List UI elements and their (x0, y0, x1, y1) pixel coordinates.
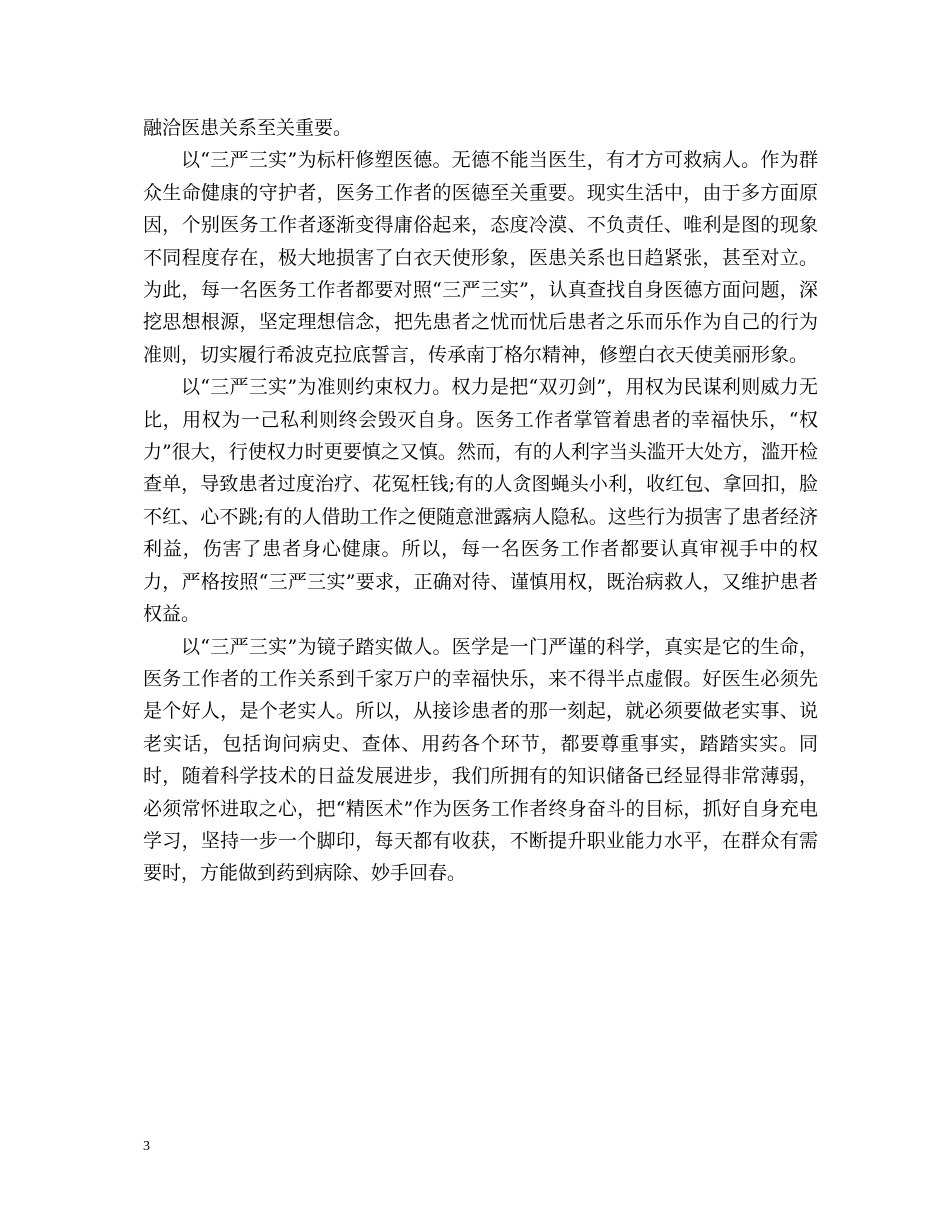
paragraph-restrain-power: 以“三严三实”为准则约束权力。权力是把“双刃剑”，用权为民谋利则威力无比，用权为一己私利则终会毁灭自身。医务工作者掌管着患者的幸福快乐，“权力”很大，行使权力时更要慎之又慎。然而，有的人利字当头滥开大处方，滥开检查单，导致患者过度治疗、花冤枉钱;有的人贪图蝇头小利，收红包、拿回扣，脸不红、心不跳;有的人借助工作之便随意泄露病人隐私。这些行为损害了患者经济利益，伤害了患者身心健康。所以，每一名医务工作者都要认真审视手中的权力，严格按照“三严三实”要求，正确对待、谨慎用权，既治病救人，又维护患者权益。 (143, 376, 818, 626)
paragraph-medical-ethics: 以“三严三实”为标杆修塑医德。无德不能当医生，有才方可救病人。作为群众生命健康的守护者，医务工作者的医德至关重要。现实生活中，由于多方面原因，个别医务工作者逐渐变得庸俗起来，态度冷漠、不负责任、唯利是图的现象不同程度存在，极大地损害了白衣天使形象，医患关系也日趋紧张，甚至对立。为此，每一名医务工作者都要对照“三严三实”，认真查找自身医德方面问题，深挖思想根源，坚定理想信念，把先患者之忧而忧后患者之乐而乐作为自己的行为准则，切实履行希波克拉底誓言，传承南丁格尔精神，修塑白衣天使美丽形象。 (143, 149, 818, 366)
document-body (143, 112, 818, 890)
paragraph-honest-conduct: 以“三严三实”为镜子踏实做人。医学是一门严谨的科学，真实是它的生命，医务工作者的工作关系到千家万户的幸福快乐，来不得半点虚假。好医生必须先是个好人，是个老实人。所以，从接诊患者的那一刻起，就必须要做老实事、说老实话，包括询问病史、查体、用药各个环节，都要尊重事实，踏踏实实。同时，随着科学技术的日益发展进步，我们所拥有的知识储备已经显得非常薄弱，必须常怀进取之心，把“精医术”作为医务工作者终身奋斗的目标，抓好自身充电学习，坚持一步一个脚印，每天都有收获，不断提升职业能力水平，在群众有需要时，方能做到药到病除、妙手回春。 (143, 635, 818, 885)
paragraph-continuation: 融洽医患关系至关重要。 (143, 117, 353, 139)
page-number: 3 (143, 1139, 150, 1154)
